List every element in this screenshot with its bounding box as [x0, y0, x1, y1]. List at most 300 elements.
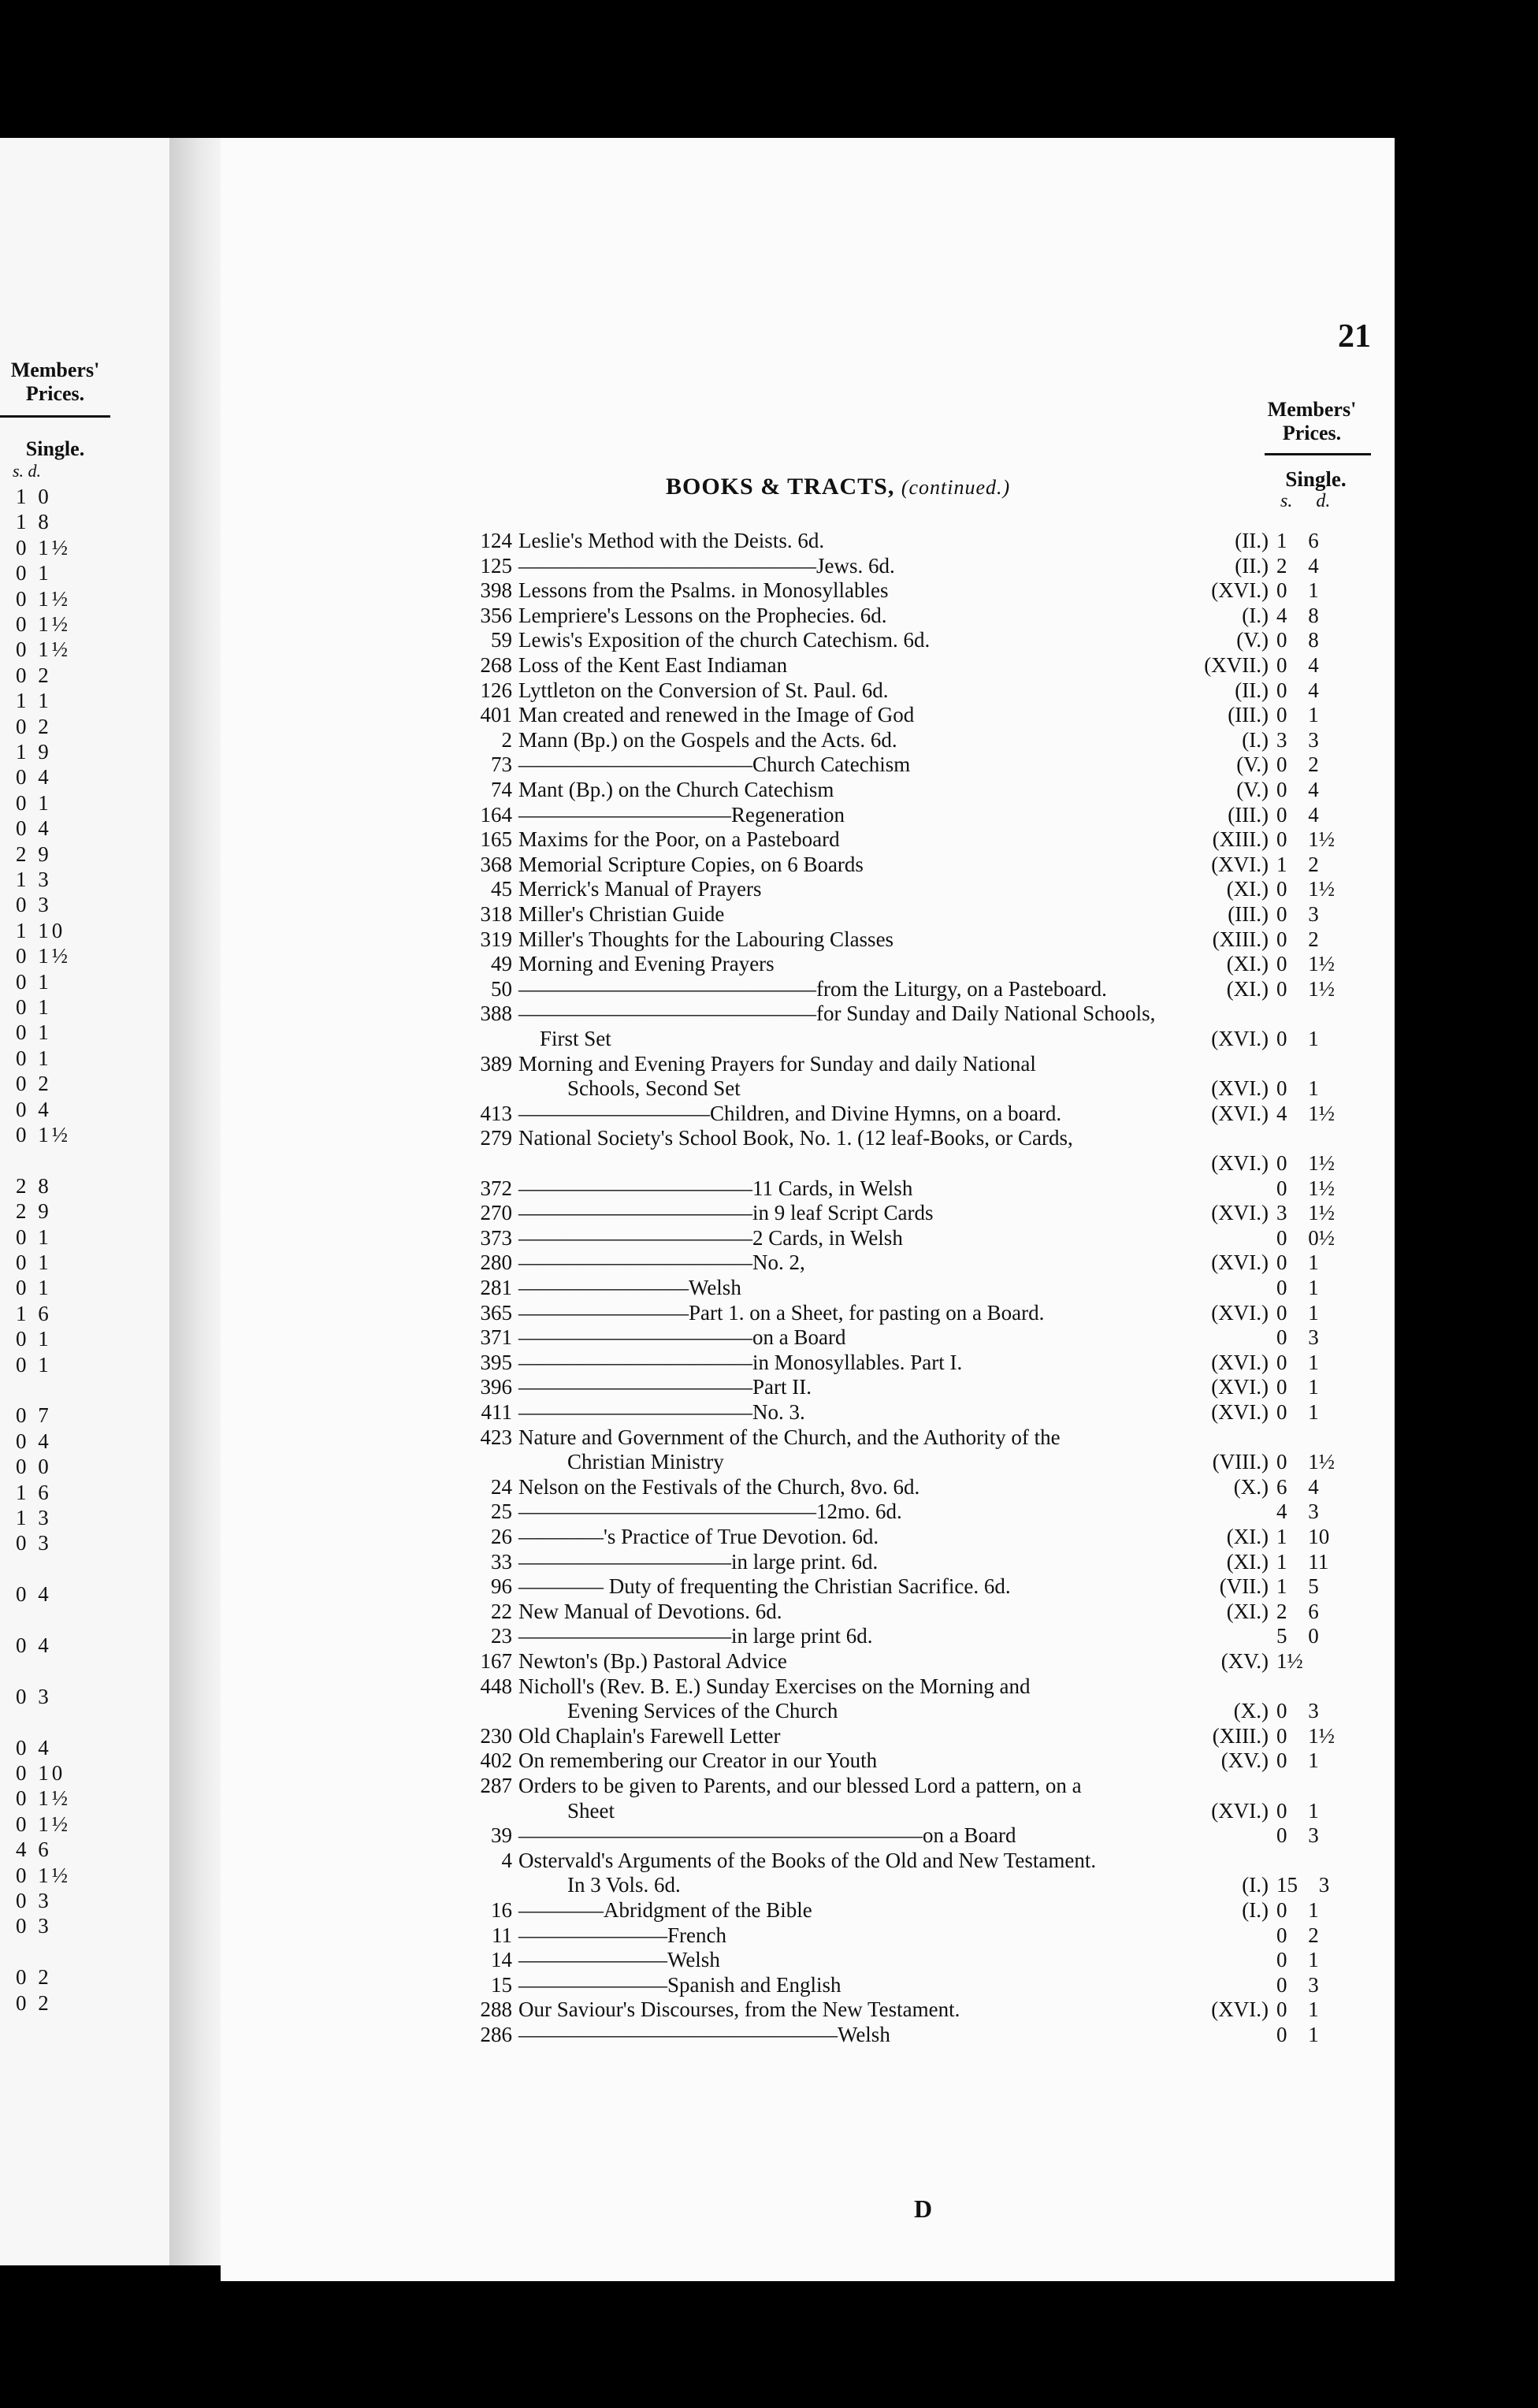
entry-title: National Society's School Book, No. 1. (12 leaf-Books, or Cards,: [518, 1126, 1073, 1150]
catalogue-entry: [221, 1474, 1395, 1499]
entry-title: ——————————————for Sunday and Daily National Schools,: [518, 1001, 1156, 1026]
entry-class: (I.): [1242, 603, 1269, 627]
entry-price: 4 8: [1276, 603, 1319, 627]
catalogue-entry: [221, 1872, 1395, 1897]
entry-class: (I.): [1242, 1898, 1269, 1922]
left-price: 4 6: [16, 1838, 52, 1862]
catalogue-entry: [221, 827, 1395, 852]
entry-class: (VIII.): [1212, 1450, 1269, 1474]
left-price: 2 8: [16, 1173, 52, 1198]
entry-price: 2 6: [1276, 1599, 1319, 1623]
catalogue-entry: [221, 2022, 1395, 2047]
entry-price: 1 5: [1276, 1574, 1319, 1599]
entry-title: ———————————No. 2,: [518, 1250, 805, 1275]
left-price: 0 1½: [16, 612, 71, 636]
members-prices-header: Members' Prices.: [1267, 398, 1357, 444]
entry-number: 388: [480, 1001, 512, 1026]
entry-title: Merrick's Manual of Prayers: [518, 877, 762, 901]
left-price: 0 1½: [16, 1123, 71, 1146]
catalogue-entry: [221, 1051, 1395, 1076]
entry-class: (XVI.): [1211, 578, 1269, 603]
entry-class: (XIII.): [1212, 827, 1269, 852]
entry-number: 401: [480, 703, 512, 727]
entry-price: 1 11: [1276, 1549, 1329, 1574]
catalogue-entry: [221, 1300, 1395, 1325]
entry-title: On remembering our Creator in our Youth: [518, 1748, 878, 1773]
entry-title: ——————————————from the Liturgy, on a Pasteboard.: [518, 976, 1107, 1001]
catalogue-entry: [221, 1773, 1395, 1798]
entry-price: 0 3: [1276, 1699, 1319, 1723]
catalogue-entry: [221, 578, 1395, 603]
catalogue-entry: [221, 1101, 1395, 1126]
left-price: 0 3: [16, 1914, 52, 1938]
entry-title: Man created and renewed in the Image of God: [518, 703, 915, 727]
entry-number: 45: [491, 877, 512, 901]
entry-title: ——————————————12mo. 6d.: [518, 1499, 902, 1524]
entry-number: 372: [480, 1176, 512, 1200]
entry-title: ————Abridgment of the Bible: [518, 1898, 812, 1922]
entry-title: ———————————————————on a Board: [518, 1823, 1016, 1848]
entry-price: 0 1: [1276, 1300, 1319, 1325]
entry-class: (XV.): [1220, 1649, 1269, 1673]
catalogue-entry: [221, 603, 1395, 628]
entry-number: 39: [491, 1823, 512, 1848]
entry-class: (XIII.): [1212, 927, 1269, 951]
entry-class: (XIII.): [1212, 1723, 1269, 1748]
entry-price: 0 2: [1276, 1923, 1319, 1947]
left-price: 0 1½: [16, 1786, 71, 1811]
left-sd-header: s. d.: [13, 461, 42, 481]
entry-class: (III.): [1228, 703, 1269, 727]
left-price: 0 4: [16, 1633, 52, 1657]
left-price: 0 3: [16, 893, 52, 917]
entry-title: Nature and Government of the Church, and the Authority of the: [518, 1425, 1061, 1449]
entry-class: (V.): [1236, 628, 1269, 652]
entry-number: 124: [480, 529, 512, 552]
entry-title: New Manual of Devotions. 6d.: [518, 1599, 782, 1623]
catalogue-entry: [221, 1524, 1395, 1549]
left-price: 1 1: [16, 689, 52, 713]
entry-price: 0 0½: [1276, 1225, 1335, 1250]
left-price: 0 1½: [16, 944, 71, 968]
entry-title: Mann (Bp.) on the Gospels and the Acts. 6d.: [518, 727, 897, 752]
left-price: 0 1: [16, 1250, 52, 1274]
entry-number: 126: [480, 678, 512, 702]
left-price: 0 1: [16, 1046, 52, 1070]
entry-title: ——————————in large print. 6d.: [518, 1549, 879, 1574]
entry-class: (XI.): [1226, 976, 1269, 1001]
entry-price: 0 1½: [1276, 1151, 1335, 1175]
catalogue-entry: [221, 1499, 1395, 1524]
left-price: 1 3: [16, 1506, 52, 1529]
members-header-rule: [1265, 453, 1371, 455]
entry-title: Nelson on the Festivals of the Church, 8vo. 6d.: [518, 1474, 920, 1499]
entry-price: 4 1½: [1276, 1101, 1335, 1125]
book-page: [221, 138, 1395, 2281]
section-title: [666, 474, 1010, 500]
catalogue-entry: [221, 553, 1395, 578]
entry-number: 33: [491, 1549, 512, 1574]
catalogue-entry: [221, 1275, 1395, 1300]
page-number: 21: [1338, 318, 1371, 355]
entry-class: (XVI.): [1211, 1375, 1269, 1399]
shillings-pence-header: s. d.: [1280, 491, 1331, 511]
entry-price: 1 2: [1276, 852, 1319, 876]
entry-title: Schools, Second Set: [567, 1076, 741, 1101]
entry-price: 5 0: [1276, 1624, 1319, 1648]
catalogue-entry: [221, 1698, 1395, 1723]
entry-class: (III.): [1228, 902, 1269, 926]
catalogue-entry: [221, 777, 1395, 802]
left-price: 0 1: [16, 561, 52, 585]
entry-title: ————'s Practice of True Devotion. 6d.: [518, 1525, 879, 1548]
entry-class: (XVI.): [1211, 1101, 1269, 1125]
entry-class: (XVI.): [1211, 1201, 1269, 1225]
entry-title: ————————Welsh: [518, 1276, 741, 1299]
left-price: 0 1: [16, 995, 52, 1019]
catalogue-entry: [221, 752, 1395, 777]
catalogue-entry: [221, 1350, 1395, 1375]
left-price: 1 6: [16, 1301, 52, 1325]
entry-price: 0 3: [1276, 1325, 1319, 1350]
entry-title: ——————————————Jews. 6d.: [518, 553, 895, 578]
entry-class: (XVI.): [1211, 1250, 1269, 1275]
entry-class: (XVI.): [1211, 1350, 1269, 1374]
catalogue-entry: [221, 951, 1395, 976]
entry-price: 0 3: [1276, 902, 1319, 926]
entry-number: 368: [480, 852, 512, 876]
left-price: 0 1½: [16, 1812, 71, 1836]
entry-number: 411: [481, 1400, 512, 1424]
entry-number: 16: [491, 1898, 512, 1922]
catalogue-entry: [221, 1026, 1395, 1051]
entry-number: 22: [491, 1599, 512, 1623]
entry-number: 270: [480, 1201, 512, 1225]
catalogue-entry: [221, 528, 1395, 553]
entry-title: Mant (Bp.) on the Church Catechism: [518, 778, 834, 801]
entry-title: Lyttleton on the Conversion of St. Paul. 6d.: [518, 678, 889, 702]
entry-number: 319: [480, 927, 512, 951]
catalogue-entry: [221, 1848, 1395, 1873]
entry-class: (II.): [1235, 678, 1269, 702]
catalogue-entry: [221, 927, 1395, 952]
entry-title: ——————————Regeneration: [518, 802, 845, 827]
entry-title: Lewis's Exposition of the church Catechism. 6d.: [518, 628, 931, 652]
entry-price: 0 3: [1276, 1823, 1319, 1848]
left-price: 0 1: [16, 1276, 52, 1300]
entry-price: 0 1½: [1276, 952, 1335, 976]
entry-price: 0 1½: [1276, 976, 1335, 1001]
left-price: 0 1½: [16, 1863, 71, 1887]
entry-number: 4: [501, 1848, 512, 1872]
entry-title: Miller's Christian Guide: [518, 902, 725, 926]
catalogue-entry: [221, 1250, 1395, 1275]
entry-class: (XI.): [1226, 1525, 1269, 1548]
entry-number: 423: [480, 1425, 512, 1449]
entry-number: 286: [480, 2023, 512, 2046]
entry-title: ———————Spanish and English: [518, 1972, 841, 1997]
entry-price: 0 4: [1276, 678, 1319, 702]
entry-title: Loss of the Kent East Indiaman: [518, 653, 788, 677]
entry-title: In 3 Vols. 6d.: [567, 1873, 681, 1897]
signature-mark: D: [914, 2194, 933, 2223]
entry-title: Ostervald's Arguments of the Books of the Old and New Testament.: [518, 1848, 1097, 1872]
left-price: 0 7: [16, 1403, 52, 1428]
catalogue-entry: [221, 627, 1395, 652]
entry-price: 0 8: [1276, 628, 1319, 652]
entry-number: 23: [491, 1624, 512, 1648]
left-price: 0 4: [16, 816, 52, 841]
entry-number: 2: [501, 727, 512, 752]
left-price: 0 1: [16, 1224, 52, 1249]
catalogue-entry: [221, 652, 1395, 678]
entry-title: Morning and Evening Prayers: [518, 952, 775, 976]
left-price: 0 3: [16, 1684, 52, 1708]
entry-title: —————————Children, and Divine Hymns, on a board.: [518, 1101, 1062, 1125]
entry-number: 164: [480, 802, 512, 827]
left-price: 1 9: [16, 740, 52, 764]
entry-price: 0 1: [1276, 1027, 1319, 1050]
entry-number: 281: [480, 1276, 512, 1299]
catalogue-entry: [221, 1549, 1395, 1574]
left-price: 0 4: [16, 1429, 52, 1453]
entry-number: 230: [480, 1723, 512, 1748]
entry-number: 448: [480, 1674, 512, 1698]
entry-class: (XVI.): [1211, 1151, 1269, 1175]
entry-class: (III.): [1228, 802, 1269, 827]
single-header: Single.: [1285, 467, 1347, 491]
left-price: 0 2: [16, 663, 52, 687]
catalogue-entry: [221, 1623, 1395, 1648]
entry-number: 59: [491, 628, 512, 652]
entry-class: (XVI.): [1211, 1400, 1269, 1424]
entry-class: (XI.): [1226, 952, 1269, 976]
entry-price: 0 4: [1276, 802, 1319, 827]
left-price: 1 6: [16, 1480, 52, 1504]
entry-price: 0 1: [1276, 1375, 1319, 1399]
entry-title: ———————————Church Catechism: [518, 752, 911, 777]
entry-number: 14: [491, 1948, 512, 1972]
left-price: 0 2: [16, 714, 52, 738]
left-price: 2 9: [16, 1199, 52, 1224]
entry-price: 0 1: [1276, 1400, 1319, 1424]
entry-title: ———————————on a Board: [518, 1325, 846, 1350]
entry-title: Sheet: [567, 1798, 615, 1823]
left-price: 1 10: [16, 918, 66, 942]
entry-title: First Set: [540, 1027, 611, 1050]
entry-price: 1½: [1276, 1649, 1303, 1673]
left-price: 0 4: [16, 1582, 52, 1607]
entry-price: 0 4: [1276, 653, 1319, 677]
entry-class: (XVI.): [1211, 1798, 1269, 1823]
left-price: 0 4: [16, 765, 52, 790]
entry-class: (XVI.): [1211, 1997, 1269, 2022]
entry-title: Orders to be given to Parents, and our blessed Lord a pattern, on a: [518, 1774, 1082, 1797]
entry-title: ——————————in large print 6d.: [518, 1624, 873, 1648]
entry-class: (XI.): [1226, 877, 1269, 901]
catalogue-entry: [221, 727, 1395, 752]
catalogue-entry: [221, 1374, 1395, 1399]
entry-class: (II.): [1235, 553, 1269, 578]
entry-price: 15 3: [1276, 1873, 1330, 1897]
left-price: 0 1½: [16, 535, 71, 559]
entry-class: (I.): [1242, 727, 1269, 752]
entry-price: 1 6: [1276, 529, 1319, 552]
entry-number: 280: [480, 1250, 512, 1275]
entry-title: ———————French: [518, 1923, 726, 1947]
entry-title: ———————————————Welsh: [518, 2023, 890, 2046]
entry-class: (V.): [1236, 778, 1269, 801]
catalogue-entry: [221, 976, 1395, 1001]
entry-number: 268: [480, 653, 512, 677]
entry-price: 0 1: [1276, 1798, 1319, 1823]
catalogue-entry: [221, 1225, 1395, 1250]
entry-price: 0 1: [1276, 2023, 1319, 2046]
entry-number: 26: [491, 1525, 512, 1548]
left-price: 0 0: [16, 1455, 52, 1479]
book-spine: [169, 138, 221, 2265]
entry-price: 0 1½: [1276, 877, 1335, 901]
left-price: 0 2: [16, 1965, 52, 1990]
entry-number: 25: [491, 1499, 512, 1524]
catalogue-entry: [221, 1923, 1395, 1948]
catalogue-entry: [221, 1200, 1395, 1225]
left-price: 0 1: [16, 790, 52, 815]
catalogue-entry: [221, 1001, 1395, 1026]
entry-number: 413: [480, 1101, 512, 1125]
entry-number: 398: [480, 578, 512, 603]
entry-class: (II.): [1235, 529, 1269, 552]
entry-class: (XI.): [1226, 1599, 1269, 1623]
left-price: 2 9: [16, 842, 52, 866]
left-price: 0 1: [16, 1020, 52, 1045]
catalogue-entry: [221, 1599, 1395, 1624]
catalogue-entry: [221, 852, 1395, 877]
entry-price: 1 10: [1276, 1525, 1330, 1548]
left-price: 0 1½: [16, 586, 71, 611]
left-members-prices-header: Members' Prices.: [10, 359, 100, 405]
left-price: 1 0: [16, 485, 52, 508]
left-price: 0 1: [16, 969, 52, 994]
left-price: 1 3: [16, 868, 52, 891]
left-price: 0 3: [16, 1531, 52, 1555]
entry-number: 318: [480, 902, 512, 926]
catalogue-entry: [221, 702, 1395, 727]
entry-number: 49: [491, 952, 512, 976]
entry-number: 73: [491, 752, 512, 777]
entry-title: Evening Services of the Church: [567, 1699, 838, 1723]
entry-title: ———————————2 Cards, in Welsh: [518, 1225, 903, 1250]
entry-title: Maxims for the Poor, on a Pasteboard: [518, 827, 840, 852]
entry-price: 0 1½: [1276, 1450, 1335, 1474]
entry-price: 3 3: [1276, 727, 1319, 752]
catalogue-entry: [221, 1748, 1395, 1773]
entry-class: (VII.): [1219, 1574, 1269, 1599]
entry-price: 0 1½: [1276, 827, 1335, 852]
catalogue-entry: [221, 1399, 1395, 1425]
catalogue-entry: [221, 1076, 1395, 1101]
left-page-fragment: [0, 138, 169, 2265]
entry-title: ———————————11 Cards, in Welsh: [518, 1176, 913, 1200]
catalogue-entry: [221, 901, 1395, 927]
entry-price: 0 1: [1276, 1076, 1319, 1101]
entry-number: 24: [491, 1474, 512, 1499]
entry-title: Lempriere's Lessons on the Prophecies. 6d.: [518, 603, 887, 627]
entry-price: 0 1: [1276, 1748, 1319, 1773]
catalogue-entry: [221, 1325, 1395, 1350]
entry-number: 165: [480, 827, 512, 852]
entry-title: Old Chaplain's Farewell Letter: [518, 1723, 781, 1748]
entry-class: (XVII.): [1204, 653, 1269, 677]
entry-price: 0 1: [1276, 1948, 1319, 1972]
entry-number: 50: [491, 976, 512, 1001]
catalogue-entry: [221, 1125, 1395, 1150]
left-price: 0 10: [16, 1761, 66, 1785]
section-title-continued: (continued.): [901, 476, 1011, 499]
entry-title: ———————Welsh: [518, 1948, 720, 1972]
entry-price: 3 1½: [1276, 1201, 1335, 1225]
left-price: 0 4: [16, 1097, 52, 1121]
entry-price: 6 4: [1276, 1474, 1319, 1499]
left-price: 1 8: [16, 510, 52, 534]
entry-number: 279: [480, 1126, 512, 1150]
entry-title: ————————Part 1. on a Sheet, for pasting on a Board.: [518, 1300, 1045, 1325]
entry-class: (V.): [1236, 752, 1269, 777]
left-price: 0 1½: [16, 637, 71, 662]
entry-price: 0 1½: [1276, 1176, 1335, 1200]
left-price: 0 3: [16, 1889, 52, 1912]
entry-price: 0 4: [1276, 778, 1319, 801]
entry-class: (I.): [1242, 1873, 1269, 1897]
entry-number: 365: [480, 1300, 512, 1325]
entry-price: 4 3: [1276, 1499, 1319, 1524]
entry-title: Lessons from the Psalms. in Monosyllables: [518, 578, 889, 603]
entry-class: (XVI.): [1211, 1300, 1269, 1325]
entry-title: Leslie's Method with the Deists. 6d.: [518, 529, 825, 552]
entry-title: Christian Ministry: [567, 1450, 724, 1474]
left-price: 0 1: [16, 1352, 52, 1377]
entry-price: 0 1: [1276, 578, 1319, 603]
entry-title: ———————————in 9 leaf Script Cards: [518, 1201, 934, 1225]
catalogue-entry: [221, 1449, 1395, 1474]
entry-number: 356: [480, 603, 512, 627]
catalogue-entry: [221, 1176, 1395, 1201]
entry-number: 287: [480, 1774, 512, 1797]
catalogue-entry: [221, 1723, 1395, 1748]
entry-class: (XI.): [1226, 1549, 1269, 1574]
entry-class: (XVI.): [1211, 852, 1269, 876]
catalogue-entry: [221, 1972, 1395, 1997]
entry-price: 0 2: [1276, 927, 1319, 951]
left-single-header: Single.: [25, 437, 85, 460]
section-title-text: BOOKS & TRACTS,: [666, 474, 895, 500]
entry-number: 167: [480, 1649, 512, 1673]
entry-price: 0 3: [1276, 1972, 1319, 1997]
entry-title: ———————————No. 3.: [518, 1400, 805, 1424]
entry-class: (X.): [1233, 1699, 1269, 1723]
entry-number: 288: [480, 1997, 512, 2022]
entry-number: 96: [491, 1574, 512, 1599]
entry-title: Memorial Scripture Copies, on 6 Boards: [518, 852, 864, 876]
entry-price: 0 1: [1276, 1276, 1319, 1299]
entry-number: 11: [492, 1923, 512, 1947]
entry-title: Newton's (Bp.) Pastoral Advice: [518, 1649, 787, 1673]
catalogue-entry: [221, 876, 1395, 901]
entry-title: Morning and Evening Prayers for Sunday and daily National: [518, 1051, 1036, 1076]
entry-title: ———— Duty of frequenting the Christian Sacrifice. 6d.: [518, 1574, 1011, 1599]
entry-price: 0 1: [1276, 1898, 1319, 1922]
left-price: 0 2: [16, 1990, 52, 2015]
